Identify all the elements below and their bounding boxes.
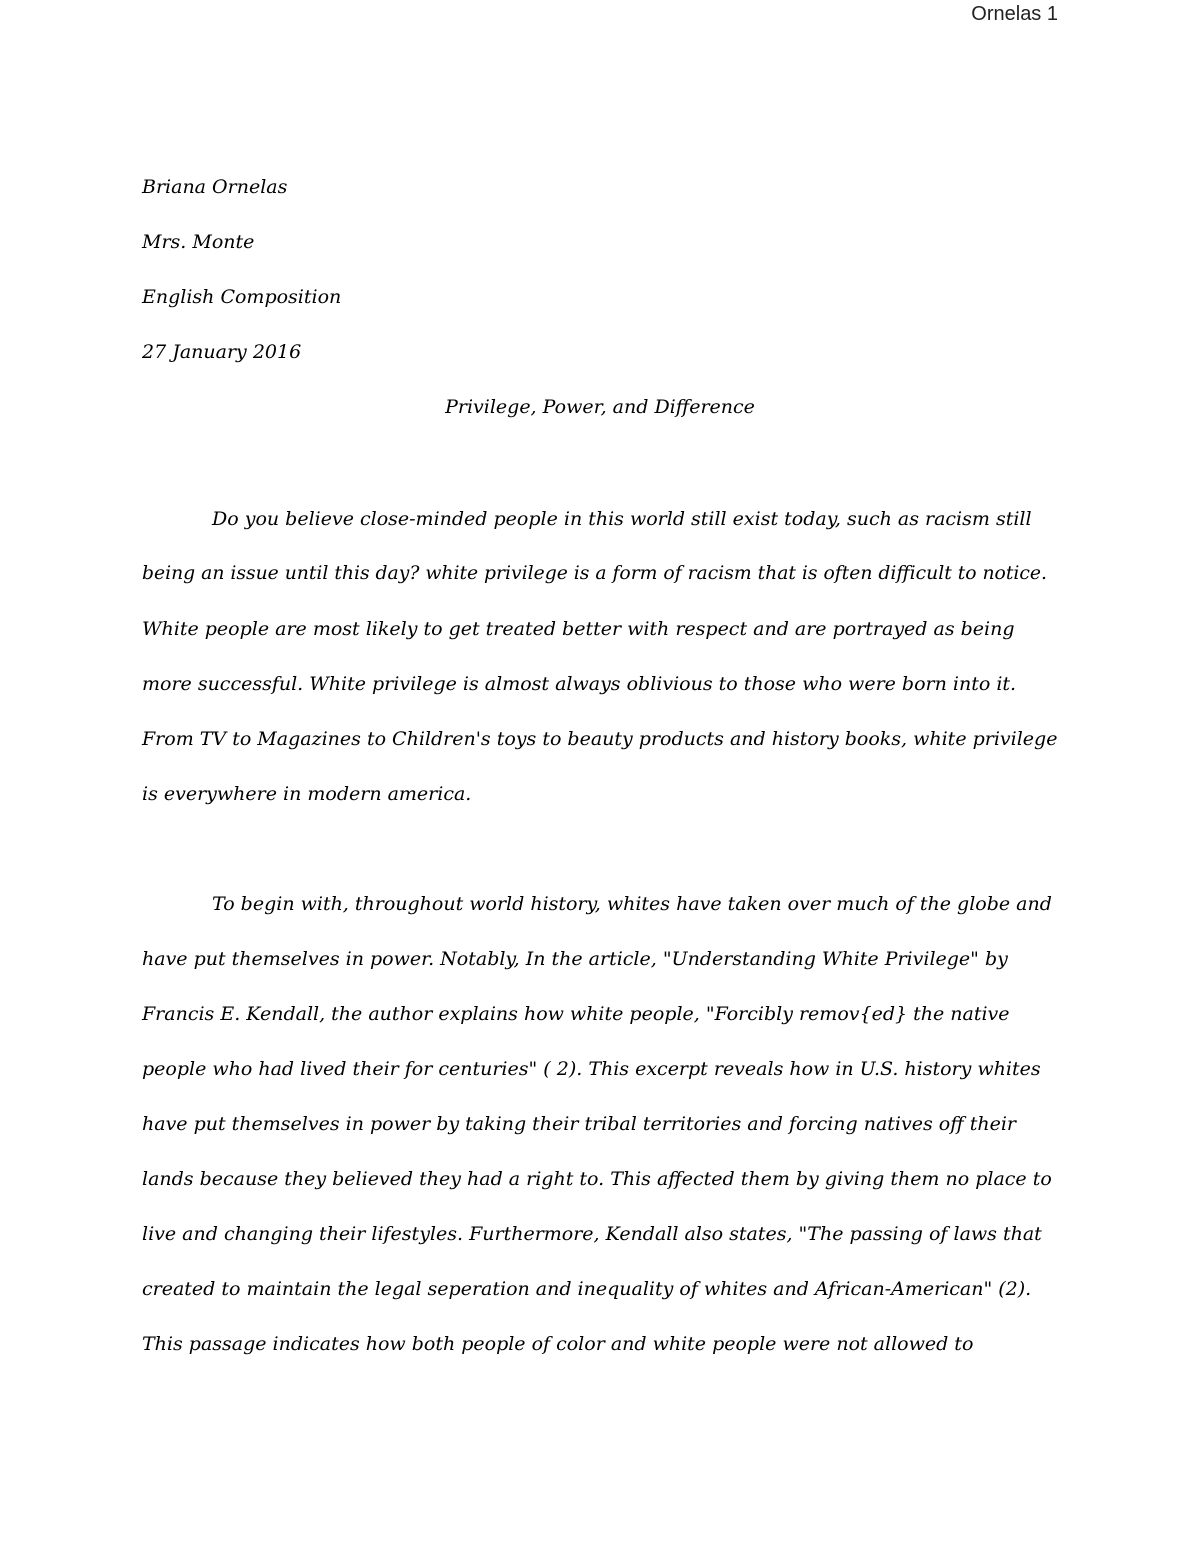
paragraph-line: lands because they believed they had a right to. This affected them by giving them no place to: [142, 1168, 1052, 1190]
paragraph-line: being an issue until this day? white privilege is a form of racism that is often difficult to notice.: [142, 563, 1047, 584]
paragraph-line: have put themselves in power. Notably, In the article, "Understanding White Privilege" by: [142, 948, 1008, 970]
paragraph-line: live and changing their lifestyles. Furthermore, Kendall also states, "The passing of laws that: [142, 1223, 1042, 1245]
paragraph-line: have put themselves in power by taking their tribal territories and forcing natives off their: [142, 1113, 1016, 1135]
paragraph-2: [142, 885, 1058, 1380]
essay-title: Privilege, Power, and Difference: [445, 396, 755, 418]
paragraph-line: To begin with, throughout world history, whites have taken over much of the globe and: [212, 893, 1052, 915]
instructor-name: Mrs. Monte: [142, 231, 255, 253]
paragraph-line: From TV to Magazines to Children's toys to beauty products and history books, white privilege: [142, 728, 1058, 750]
running-header: Ornelas 1: [971, 3, 1058, 25]
paragraph-line: Do you believe close-minded people in this world still exist today, such as racism still: [212, 508, 1032, 530]
course-name: English Composition: [142, 286, 342, 308]
paragraph-line: is everywhere in modern america.: [142, 783, 472, 805]
paragraph-line: more successful. White privilege is almost always oblivious to those who were born into it.: [142, 673, 1017, 695]
submission-date: 27 January 2016: [142, 341, 302, 363]
paragraph-line: White people are most likely to get treated better with respect and are portrayed as being: [142, 618, 1015, 640]
paragraph-1: [142, 500, 1058, 830]
paragraph-line: created to maintain the legal seperation and inequality of whites and African-American" (2).: [142, 1278, 1032, 1300]
mla-heading: [142, 168, 1058, 443]
paragraph-line: people who had lived their for centuries" ( 2). This excerpt reveals how in U.S. history whites: [142, 1058, 1041, 1080]
paragraph-line: Francis E. Kendall, the author explains how white people, "Forcibly remov{ed} the native: [142, 1003, 1010, 1025]
student-name: Briana Ornelas: [142, 176, 288, 198]
paragraph-line: This passage indicates how both people of color and white people were not allowed to: [142, 1333, 974, 1355]
